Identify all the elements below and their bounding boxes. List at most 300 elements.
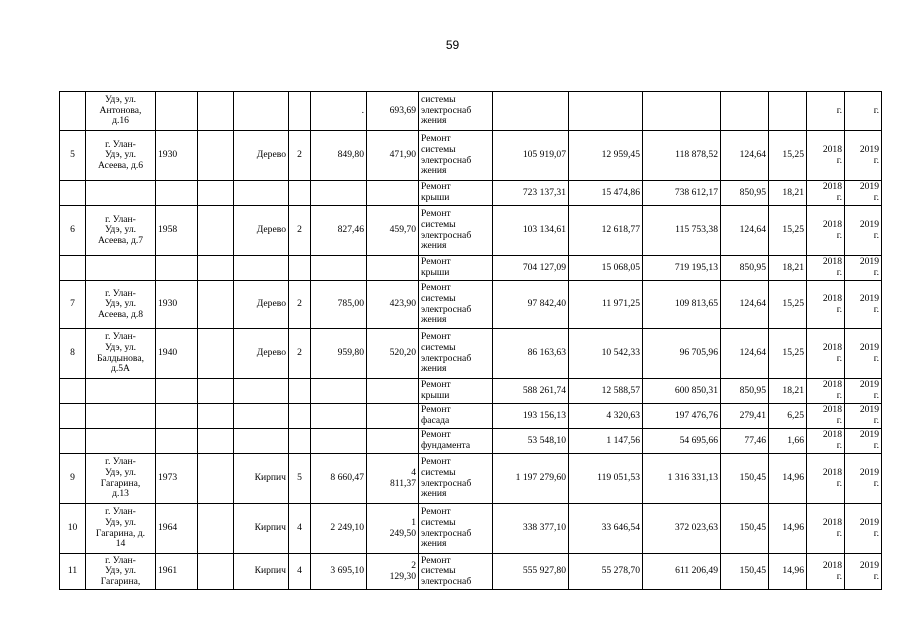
cell-text: Кирпич (254, 565, 286, 577)
cell-text: 2018 (822, 181, 842, 193)
cell-specific-share (769, 504, 807, 554)
cell-text: жения (421, 363, 447, 375)
cell-text: 109 813,65 (674, 298, 718, 310)
cell-text: 2019 (859, 404, 879, 416)
cell-text: 723 137,31 (522, 186, 566, 198)
cell-text: 2019 (859, 379, 879, 391)
cell-text: системы (421, 466, 456, 478)
cell-specific-share (769, 256, 807, 281)
cell-supervision-cost (569, 131, 643, 181)
cell-text: 124,64 (739, 149, 766, 161)
cell-text: 2018 (822, 256, 842, 268)
table-row (60, 454, 882, 504)
cell-floors (289, 504, 311, 554)
cell-text: 2018 (822, 292, 842, 304)
cell-supervision-cost (569, 554, 643, 590)
cell-work-cost (493, 379, 569, 404)
cell-supervision-cost (569, 256, 643, 281)
cell-number (60, 379, 86, 404)
table-row (60, 92, 882, 131)
cell-end-year (845, 206, 882, 256)
cell-work-type (419, 206, 493, 256)
cell-total-area (311, 379, 367, 404)
cell-build-year (156, 554, 198, 590)
cell-text: 5 (297, 472, 302, 484)
table-row (60, 329, 882, 379)
cell-text: 15,25 (782, 347, 804, 359)
cell-text: д.5А (110, 363, 130, 375)
cell-end-year (845, 404, 882, 429)
cell-text: 2 (297, 347, 302, 359)
cell-blank (198, 131, 234, 181)
cell-text: 2019 (859, 181, 879, 193)
cell-text: 2019 (859, 516, 879, 528)
cell-specific-share (769, 404, 807, 429)
cell-number (60, 329, 86, 379)
cell-start-year (807, 454, 845, 504)
cell-blank (198, 92, 234, 131)
cell-text: г. (836, 303, 842, 315)
cell-wall-material (234, 404, 289, 429)
cell-text: Ремонт (421, 404, 451, 416)
cell-text: Ремонт (421, 256, 451, 268)
cell-build-year (156, 131, 198, 181)
cell-text: 4 320,63 (606, 409, 640, 421)
cell-number (60, 131, 86, 181)
cell-text: г. (836, 527, 842, 539)
cell-text: 14,96 (782, 522, 804, 534)
cell-living-area (367, 92, 419, 131)
cell-text: 2018 (822, 429, 842, 441)
cell-supervision-cost (569, 404, 643, 429)
cell-text: Ремонт (421, 379, 451, 391)
cell-text: 15,25 (782, 224, 804, 236)
cell-end-year (845, 454, 882, 504)
cell-living-area (367, 131, 419, 181)
cell-text: электроснаб (421, 229, 472, 241)
cell-text: 555 927,80 (522, 565, 566, 577)
cell-end-year (845, 379, 882, 404)
cell-text: 18,21 (782, 186, 804, 198)
cell-text: Удэ, ул. (104, 341, 137, 353)
cell-floors (289, 131, 311, 181)
cell-text: 11 971,25 (601, 298, 640, 310)
cell-text: 2019 (859, 341, 879, 353)
cell-text: жения (421, 115, 447, 127)
cell-start-year (807, 329, 845, 379)
cell-work-type (419, 454, 493, 504)
cell-text: 96 705,96 (679, 347, 718, 359)
cell-specific-share (769, 454, 807, 504)
cell-start-year (807, 504, 845, 554)
cell-text: 129,30 (389, 570, 416, 582)
cell-text: 2019 (859, 292, 879, 304)
table-row (60, 256, 882, 281)
cell-address (86, 181, 156, 206)
cell-total-cost (643, 504, 721, 554)
cell-work-cost (493, 181, 569, 206)
cell-text: 2 (411, 559, 416, 571)
cell-wall-material (234, 429, 289, 454)
cell-text: г. (873, 352, 879, 364)
cell-text: Гагарина, д. (95, 527, 146, 539)
cell-living-area (367, 181, 419, 206)
cell-wall-material (234, 281, 289, 329)
cell-text: 150,45 (739, 565, 766, 577)
cell-text: Дерево (256, 224, 286, 236)
cell-living-area (367, 329, 419, 379)
cell-floors (289, 379, 311, 404)
page-number: 59 (445, 38, 460, 52)
cell-text: 850,95 (739, 384, 766, 396)
cell-address (86, 92, 156, 131)
cell-text: электроснаб (421, 154, 472, 166)
cell-text: г. (836, 570, 842, 582)
cell-living-area (367, 206, 419, 256)
cell-text: 12 588,57 (601, 384, 640, 396)
cell-text: электроснаб (421, 352, 472, 364)
cell-text: электроснаб (421, 104, 472, 116)
cell-supervision-cost (569, 181, 643, 206)
cell-text: 2019 (859, 429, 879, 441)
cell-text: 10 542,33 (601, 347, 640, 359)
cell-number (60, 504, 86, 554)
cell-text: 18,21 (782, 261, 804, 273)
table-row (60, 554, 882, 590)
cell-number (60, 256, 86, 281)
cell-text: жения (421, 165, 447, 177)
cell-text: 54 695,66 (679, 434, 718, 446)
cell-wall-material (234, 181, 289, 206)
cell-work-type (419, 281, 493, 329)
table-row (60, 504, 882, 554)
cell-text: жения (421, 314, 447, 326)
cell-address (86, 131, 156, 181)
cell-text: 6 (70, 224, 75, 236)
cell-specific-cost (721, 181, 769, 206)
cell-living-area (367, 429, 419, 454)
table-row (60, 404, 882, 429)
cell-text: 849,80 (337, 149, 364, 161)
cell-text: г. Улан- (105, 506, 136, 518)
cell-text: 4 (297, 522, 302, 534)
cell-text: 77,46 (744, 434, 766, 446)
cell-number (60, 181, 86, 206)
cell-end-year (845, 181, 882, 206)
cell-text: электроснаб (421, 477, 472, 489)
cell-build-year (156, 281, 198, 329)
cell-text: системы (421, 292, 456, 304)
cell-work-cost (493, 281, 569, 329)
cell-work-cost (493, 206, 569, 256)
cell-text: 1964 (158, 522, 178, 534)
cell-text: Удэ, ул. (104, 224, 137, 236)
cell-text: 2 (297, 224, 302, 236)
cell-text: г. (873, 104, 879, 116)
cell-text: 2019 (859, 466, 879, 478)
cell-specific-cost (721, 329, 769, 379)
cell-start-year (807, 554, 845, 590)
cell-specific-cost (721, 92, 769, 131)
cell-specific-share (769, 429, 807, 454)
cell-blank (198, 256, 234, 281)
cell-end-year (845, 554, 882, 590)
cell-text: Ремонт (421, 456, 451, 468)
cell-blank (198, 404, 234, 429)
cell-text: г. (836, 267, 842, 278)
cell-total-area (311, 281, 367, 329)
cell-text: 197 476,76 (674, 409, 718, 421)
cell-total-area (311, 206, 367, 256)
cell-text: 611 206,49 (675, 565, 718, 577)
cell-build-year (156, 181, 198, 206)
cell-text: 719 195,13 (674, 261, 718, 273)
cell-wall-material (234, 206, 289, 256)
cell-text: г. (836, 229, 842, 241)
cell-text: г. Улан- (105, 287, 136, 299)
cell-text: системы (421, 516, 456, 528)
cell-address (86, 329, 156, 379)
cell-text: Удэ, ул. (104, 94, 137, 106)
cell-text: системы (421, 143, 456, 155)
cell-floors (289, 206, 311, 256)
cell-specific-cost (721, 404, 769, 429)
cell-text: системы (421, 565, 456, 577)
cell-text: 693,69 (389, 104, 416, 116)
cell-address (86, 454, 156, 504)
cell-floors (289, 404, 311, 429)
cell-text: 11 (67, 565, 78, 577)
cell-text: 2018 (822, 379, 842, 391)
cell-text: 124,64 (739, 224, 766, 236)
cell-specific-share (769, 181, 807, 206)
cell-blank (198, 281, 234, 329)
cell-build-year (156, 379, 198, 404)
cell-text: Удэ, ул. (104, 466, 137, 478)
cell-text: 738 612,17 (674, 186, 718, 198)
cell-text: 2019 (859, 218, 879, 230)
cell-text: 2018 (822, 559, 842, 571)
cell-text: 115 753,38 (675, 224, 718, 236)
cell-text: 850,95 (739, 186, 766, 198)
cell-blank (198, 454, 234, 504)
cell-text: 9 (70, 472, 75, 484)
cell-text: г. (836, 477, 842, 489)
cell-blank (198, 504, 234, 554)
cell-text: 18,21 (782, 384, 804, 396)
cell-number (60, 404, 86, 429)
cell-text: г. (836, 352, 842, 364)
cell-work-cost (493, 329, 569, 379)
cell-start-year (807, 131, 845, 181)
cell-text: д.16 (112, 115, 129, 127)
cell-build-year (156, 429, 198, 454)
cell-work-type (419, 429, 493, 454)
cell-specific-cost (721, 554, 769, 590)
cell-wall-material (234, 329, 289, 379)
cell-work-cost (493, 554, 569, 590)
cell-number (60, 454, 86, 504)
cell-text: 2018 (822, 466, 842, 478)
cell-specific-share (769, 92, 807, 131)
cell-build-year (156, 256, 198, 281)
cell-text: 1 (411, 516, 416, 528)
cell-wall-material (234, 454, 289, 504)
cell-specific-cost (721, 206, 769, 256)
cell-living-area (367, 454, 419, 504)
cell-address (86, 256, 156, 281)
cell-text: 8 660,47 (330, 472, 364, 484)
cell-living-area (367, 504, 419, 554)
cell-text: 2018 (822, 341, 842, 353)
cell-total-cost (643, 131, 721, 181)
cell-work-type (419, 404, 493, 429)
cell-text: 1940 (158, 347, 178, 359)
cell-text: г. (836, 415, 842, 426)
cell-text: 2 (297, 298, 302, 310)
cell-text: 1,66 (787, 434, 804, 446)
cell-text: 811,37 (389, 477, 416, 489)
cell-text: 850,95 (739, 261, 766, 273)
cell-build-year (156, 329, 198, 379)
cell-text: 785,00 (337, 298, 364, 310)
cell-number (60, 92, 86, 131)
cell-text: 827,46 (337, 224, 364, 236)
cell-supervision-cost (569, 281, 643, 329)
cell-specific-cost (721, 454, 769, 504)
cell-text: Ремонт (421, 282, 451, 294)
cell-specific-share (769, 281, 807, 329)
cell-text: 1973 (158, 472, 178, 484)
cell-text: 1930 (158, 149, 178, 161)
cell-text: г. (873, 477, 879, 489)
cell-total-cost (643, 404, 721, 429)
table-row (60, 281, 882, 329)
cell-text: Ремонт (421, 208, 451, 220)
cell-text: 2018 (822, 516, 842, 528)
cell-total-cost (643, 181, 721, 206)
cell-number (60, 206, 86, 256)
cell-text: г. (873, 303, 879, 315)
cell-text: 103 134,61 (522, 224, 566, 236)
cell-text: Кирпич (254, 522, 286, 534)
cell-text: системы (421, 94, 456, 106)
cell-text: Удэ, ул. (104, 298, 137, 310)
cell-text: Кирпич (254, 472, 286, 484)
cell-floors (289, 281, 311, 329)
cell-text: фасада (421, 415, 450, 426)
cell-text: 15 068,05 (601, 261, 640, 273)
cell-floors (289, 554, 311, 590)
cell-text: 600 850,31 (674, 384, 718, 396)
cell-text: Удэ, ул. (104, 149, 137, 161)
cell-text: Асеева, д.7 (97, 234, 144, 246)
cell-living-area (367, 404, 419, 429)
cell-blank (198, 429, 234, 454)
cell-address (86, 281, 156, 329)
table-row (60, 379, 882, 404)
cell-start-year (807, 92, 845, 131)
cell-text: 53 548,10 (527, 434, 566, 446)
cell-text: г. (836, 104, 842, 116)
cell-specific-share (769, 554, 807, 590)
cell-text: 105 919,07 (522, 149, 566, 161)
cell-end-year (845, 504, 882, 554)
cell-text: 520,20 (389, 347, 416, 359)
cell-blank (198, 181, 234, 206)
cell-text: крыши (421, 267, 450, 278)
cell-number (60, 554, 86, 590)
cell-text: 12 618,77 (601, 224, 640, 236)
cell-work-type (419, 131, 493, 181)
cell-total-cost (643, 554, 721, 590)
cell-total-area (311, 256, 367, 281)
cell-text: 2019 (859, 559, 879, 571)
cell-text: Гагарина, (100, 477, 141, 489)
cell-living-area (367, 281, 419, 329)
cell-total-area (311, 554, 367, 590)
cell-end-year (845, 281, 882, 329)
cell-text: 704 127,09 (522, 261, 566, 273)
cell-text: 338 377,10 (522, 522, 566, 534)
cell-text: 150,45 (739, 472, 766, 484)
cell-text: 119 051,53 (597, 472, 640, 484)
cell-text: г. (873, 154, 879, 166)
cell-specific-cost (721, 379, 769, 404)
cell-text: г. (873, 192, 879, 203)
cell-total-area (311, 181, 367, 206)
cell-text: г. (873, 415, 879, 426)
cell-text: г. (873, 570, 879, 582)
cell-text: электроснаб (421, 575, 472, 587)
cell-text: г. Улан- (105, 331, 136, 343)
cell-text: г. (836, 154, 842, 166)
cell-text: 3 695,10 (330, 565, 364, 577)
cell-total-cost (643, 429, 721, 454)
cell-floors (289, 92, 311, 131)
cell-supervision-cost (569, 329, 643, 379)
cell-text: 15,25 (782, 298, 804, 310)
cell-specific-cost (721, 281, 769, 329)
cell-text: 459,70 (389, 224, 416, 236)
table-row (60, 429, 882, 454)
cell-end-year (845, 256, 882, 281)
cell-total-area (311, 404, 367, 429)
cell-specific-cost (721, 429, 769, 454)
cell-text: 2018 (822, 143, 842, 155)
cell-text: г. (873, 390, 879, 401)
cell-supervision-cost (569, 379, 643, 404)
cell-total-area (311, 454, 367, 504)
cell-text: фундамента (421, 440, 471, 451)
cell-text: Удэ, ул. (104, 565, 137, 577)
cell-living-area (367, 379, 419, 404)
cell-text: 124,64 (739, 298, 766, 310)
cell-text: 193 156,13 (522, 409, 566, 421)
cell-text: 6,25 (787, 409, 804, 421)
cell-text: 14,96 (782, 472, 804, 484)
cell-floors (289, 181, 311, 206)
cell-text: 588 261,74 (522, 384, 566, 396)
cell-supervision-cost (569, 504, 643, 554)
cell-supervision-cost (569, 92, 643, 131)
cell-work-type (419, 92, 493, 131)
cell-total-area (311, 504, 367, 554)
cell-text: г. (836, 192, 842, 203)
cell-work-type (419, 329, 493, 379)
cell-text: Асеева, д.8 (97, 308, 144, 320)
cell-wall-material (234, 554, 289, 590)
